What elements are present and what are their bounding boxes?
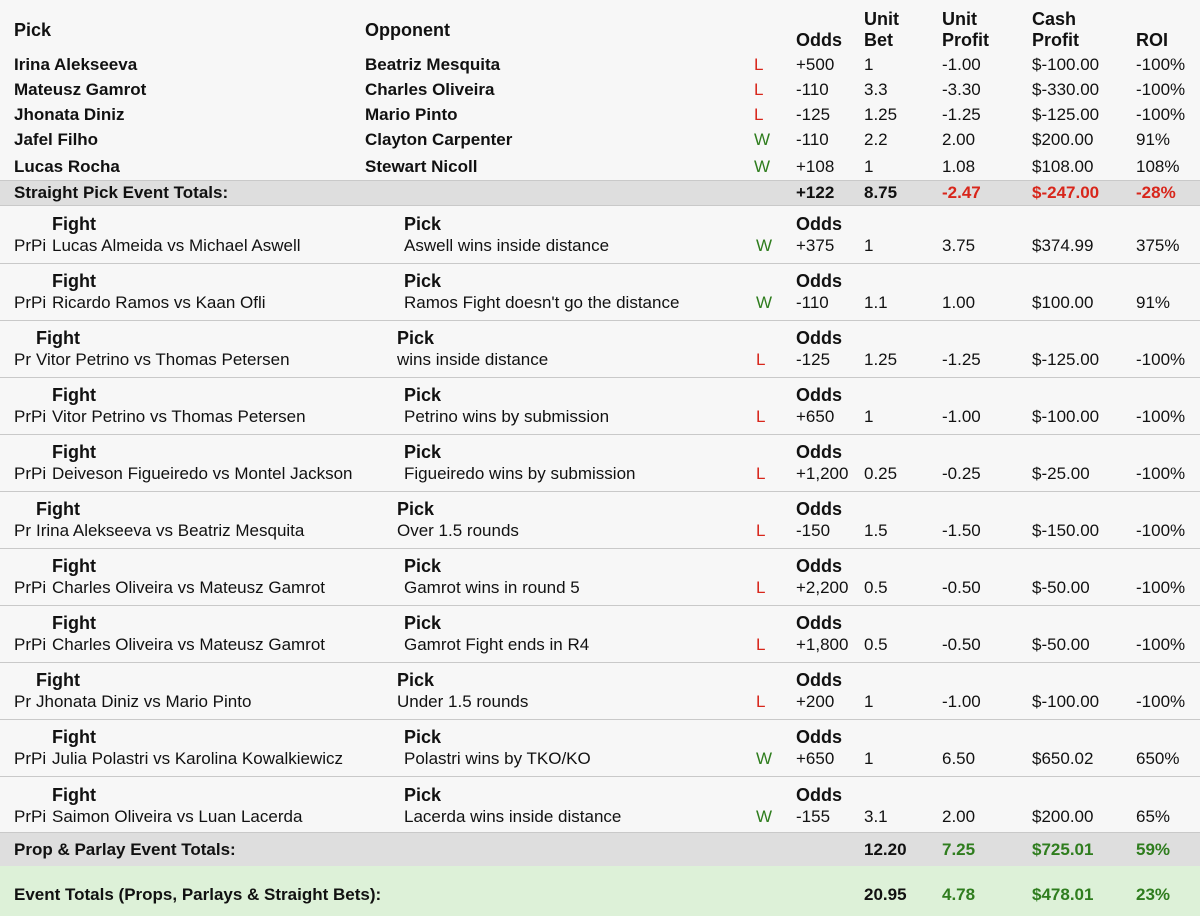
- event-totals-cash-profit: $478.01: [1032, 885, 1094, 904]
- prop-unit-profit: -0.50: [942, 635, 981, 655]
- result-badge: W: [756, 236, 773, 255]
- prop-pick-label: Pick: [404, 442, 442, 463]
- result-badge: W: [754, 157, 771, 176]
- prop-pick-label: Pick: [397, 670, 435, 691]
- prop-pick: Polastri wins by TKO/KO: [404, 749, 591, 769]
- header-unit-profit-line1: Unit: [942, 9, 977, 29]
- result-badge: W: [756, 806, 773, 826]
- prop-pick: Aswell wins inside distance: [404, 236, 610, 255]
- prop-fight: Lucas Almeida vs Michael Aswell: [52, 236, 301, 255]
- prop-fight-label: Fight: [52, 442, 96, 463]
- prop-roi: 650%: [1136, 749, 1180, 769]
- prop-unit-profit: -1.00: [942, 407, 981, 427]
- prop-pick-label: Pick: [397, 328, 435, 349]
- prop-prefix: Pr: [14, 692, 31, 712]
- prop-odds: -155: [796, 806, 831, 826]
- result-badge: L: [756, 464, 766, 484]
- straight-pick-unit-profit: -1.25: [942, 105, 981, 124]
- straight-pick-unit-bet: 1: [864, 157, 874, 176]
- straight-pick-unit-profit: -3.30: [942, 80, 981, 99]
- prop-unit-profit: -1.50: [942, 521, 981, 541]
- prop-totals-cash-profit: $725.01: [1032, 840, 1094, 859]
- prop-cash-profit: $100.00: [1032, 293, 1094, 313]
- prop-fight-label: Fight: [52, 556, 96, 577]
- divider: [0, 434, 1200, 435]
- result-badge: L: [756, 407, 766, 427]
- header-odds: Odds: [796, 30, 843, 50]
- prop-fight: Charles Oliveira vs Mateusz Gamrot: [52, 635, 326, 655]
- straight-pick-unit-bet: 3.3: [864, 80, 888, 99]
- result-badge: W: [756, 749, 773, 769]
- prop-unit-bet: 0.5: [864, 635, 888, 655]
- prop-fight: Jhonata Diniz vs Mario Pinto: [36, 692, 252, 712]
- prop-cash-profit: $200.00: [1032, 806, 1094, 826]
- prop-unit-profit: -1.25: [942, 350, 981, 370]
- header-pick: Pick: [14, 20, 52, 40]
- prop-fight-label: Fight: [36, 328, 80, 349]
- prop-roi: -100%: [1136, 407, 1186, 427]
- straight-totals-label: Straight Pick Event Totals:: [14, 183, 229, 202]
- divider: [0, 605, 1200, 606]
- divider: [0, 491, 1200, 492]
- prop-fight-label: Fight: [52, 784, 96, 805]
- prop-fight: Vitor Petrino vs Thomas Petersen: [36, 350, 290, 370]
- result-badge: L: [754, 80, 764, 99]
- result-badge: L: [756, 692, 766, 712]
- prop-odds-label: Odds: [796, 499, 843, 520]
- straight-totals-cash-profit: $-247.00: [1032, 183, 1100, 202]
- straight-pick-odds: +108: [796, 157, 835, 176]
- prop-prefix: Pr: [14, 521, 31, 541]
- prop-cash-profit: $-150.00: [1032, 521, 1100, 541]
- straight-pick-roi: 91%: [1136, 130, 1171, 149]
- prop-totals-roi: 59%: [1136, 840, 1171, 859]
- event-totals-label: Event Totals (Props, Parlays & Straight Bets):: [14, 885, 382, 904]
- prop-pick: Under 1.5 rounds: [397, 692, 529, 712]
- prop-fight-label: Fight: [52, 214, 96, 234]
- prop-odds: +200: [796, 692, 835, 712]
- prop-unit-bet: 1: [864, 236, 874, 255]
- prop-cash-profit: $-100.00: [1032, 692, 1100, 712]
- prop-fight: Ricardo Ramos vs Kaan Ofli: [52, 293, 266, 313]
- result-badge: L: [756, 635, 766, 655]
- prop-totals-label: Prop & Parlay Event Totals:: [14, 840, 236, 859]
- prop-prefix: PrPi: [14, 635, 47, 655]
- straight-pick-name: Lucas Rocha: [14, 157, 120, 176]
- prop-pick-label: Pick: [404, 385, 442, 406]
- prop-unit-profit: -1.00: [942, 692, 981, 712]
- straight-pick-odds: +500: [796, 55, 835, 74]
- event-totals-roi: 23%: [1136, 885, 1171, 904]
- straight-pick-roi: -100%: [1136, 80, 1186, 99]
- straight-pick-odds: -125: [796, 105, 831, 124]
- prop-prefix: PrPi: [14, 464, 47, 484]
- prop-prefix: PrPi: [14, 236, 47, 255]
- result-badge: W: [754, 130, 771, 149]
- divider: [0, 180, 1200, 181]
- straight-pick-opponent: Stewart Nicoll: [365, 157, 478, 176]
- prop-unit-profit: 3.75: [942, 236, 976, 255]
- prop-pick: Ramos Fight doesn't go the distance: [404, 293, 680, 313]
- prop-roi: 91%: [1136, 293, 1171, 313]
- prop-odds: -110: [796, 293, 829, 313]
- straight-pick-cash-profit: $-125.00: [1032, 105, 1100, 124]
- straight-pick-name: Irina Alekseeva: [14, 55, 138, 74]
- prop-unit-profit: 6.50: [942, 749, 976, 769]
- prop-unit-bet: 3.1: [864, 806, 888, 826]
- prop-fight: Vitor Petrino vs Thomas Petersen: [52, 407, 306, 427]
- straight-pick-unit-bet: 1.25: [864, 105, 898, 124]
- prop-pick-label: Pick: [404, 727, 442, 748]
- straight-pick-unit-profit: 2.00: [942, 130, 976, 149]
- prop-pick: Gamrot wins in round 5: [404, 578, 580, 598]
- straight-totals-roi: -28%: [1136, 183, 1176, 202]
- prop-fight: Deiveson Figueiredo vs Montel Jackson: [52, 464, 353, 484]
- result-badge: L: [756, 578, 766, 598]
- prop-pick-label: Pick: [397, 499, 435, 520]
- prop-cash-profit: $650.02: [1032, 749, 1094, 769]
- prop-roi: 65%: [1136, 806, 1171, 826]
- straight-pick-name: Mateusz Gamrot: [14, 80, 147, 99]
- prop-unit-bet: 0.25: [864, 464, 898, 484]
- prop-fight-label: Fight: [36, 670, 80, 691]
- prop-cash-profit: $-50.00: [1032, 578, 1090, 598]
- divider: [0, 832, 1200, 833]
- result-badge: L: [754, 55, 764, 74]
- result-badge: L: [754, 105, 764, 124]
- straight-pick-opponent: Beatriz Mesquita: [365, 55, 501, 74]
- straight-pick-roi: 108%: [1136, 157, 1180, 176]
- prop-totals-row: [0, 833, 1200, 866]
- prop-cash-profit: $-25.00: [1032, 464, 1090, 484]
- prop-fight-label: Fight: [52, 271, 96, 292]
- result-badge: L: [756, 521, 766, 541]
- event-totals-unit-bet: 20.95: [864, 885, 907, 904]
- header-cash-profit-line1: Cash: [1032, 9, 1077, 29]
- prop-odds: +650: [796, 749, 835, 769]
- prop-roi: -100%: [1136, 635, 1186, 655]
- prop-odds-label: Odds: [796, 670, 843, 691]
- prop-roi: -100%: [1136, 578, 1186, 598]
- prop-pick: Gamrot Fight ends in R4: [404, 635, 590, 655]
- divider: [0, 263, 1200, 264]
- header-unit-profit-line2: Profit: [942, 30, 989, 50]
- prop-unit-bet: 1.5: [864, 521, 888, 541]
- prop-fight: Saimon Oliveira vs Luan Lacerda: [52, 806, 303, 826]
- prop-unit-bet: 1: [864, 407, 874, 427]
- prop-unit-profit: 2.00: [942, 806, 976, 826]
- divider: [0, 662, 1200, 663]
- prop-pick: wins inside distance: [397, 350, 549, 370]
- straight-pick-cash-profit: $-100.00: [1032, 55, 1100, 74]
- straight-pick-odds: -110: [796, 80, 829, 99]
- straight-pick-name: Jhonata Diniz: [14, 105, 125, 124]
- result-badge: W: [756, 293, 773, 313]
- straight-pick-unit-bet: 1: [864, 55, 874, 74]
- prop-prefix: Pr: [14, 350, 31, 370]
- prop-fight-label: Fight: [52, 385, 96, 406]
- straight-pick-unit-profit: 1.08: [942, 157, 976, 176]
- result-badge: L: [756, 350, 766, 370]
- divider: [0, 205, 1200, 206]
- prop-cash-profit: $-125.00: [1032, 350, 1100, 370]
- prop-prefix: PrPi: [14, 806, 47, 826]
- divider: [0, 719, 1200, 720]
- straight-pick-unit-profit: -1.00: [942, 55, 981, 74]
- header-unit-bet-line1: Unit: [864, 9, 899, 29]
- divider: [0, 776, 1200, 777]
- prop-unit-bet: 1.25: [864, 350, 898, 370]
- event-totals-unit-profit: 4.78: [942, 885, 976, 904]
- prop-roi: -100%: [1136, 692, 1186, 712]
- prop-odds: +1,200: [796, 464, 849, 484]
- prop-prefix: PrPi: [14, 407, 47, 427]
- prop-pick: Lacerda wins inside distance: [404, 806, 622, 826]
- prop-cash-profit: $-50.00: [1032, 635, 1090, 655]
- straight-pick-opponent: Charles Oliveira: [365, 80, 495, 99]
- prop-cash-profit: $-100.00: [1032, 407, 1100, 427]
- prop-prefix: PrPi: [14, 578, 47, 598]
- prop-fight-label: Fight: [36, 499, 80, 520]
- straight-pick-roi: -100%: [1136, 105, 1186, 124]
- straight-totals-odds: +122: [796, 183, 835, 202]
- prop-totals-unit-bet: 12.20: [864, 840, 907, 859]
- straight-pick-unit-bet: 2.2: [864, 130, 888, 149]
- event-totals-row: [0, 866, 1200, 916]
- prop-odds-label: Odds: [796, 271, 843, 292]
- straight-pick-roi: -100%: [1136, 55, 1186, 74]
- prop-odds-label: Odds: [796, 385, 843, 406]
- prop-fight-label: Fight: [52, 613, 96, 634]
- divider: [0, 548, 1200, 549]
- prop-odds-label: Odds: [796, 328, 843, 349]
- prop-unit-profit: 1.00: [942, 293, 976, 313]
- prop-roi: -100%: [1136, 521, 1186, 541]
- straight-pick-odds: -110: [796, 130, 829, 149]
- prop-odds-label: Odds: [796, 784, 843, 805]
- divider: [0, 377, 1200, 378]
- prop-odds: -125: [796, 350, 831, 370]
- prop-odds: +1,800: [796, 635, 849, 655]
- prop-roi: -100%: [1136, 464, 1186, 484]
- prop-unit-bet: 1: [864, 692, 874, 712]
- prop-prefix: PrPi: [14, 749, 47, 769]
- straight-totals-unit-bet: 8.75: [864, 183, 898, 202]
- prop-odds-label: Odds: [796, 442, 843, 463]
- header-unit-bet-line2: Bet: [864, 30, 894, 50]
- prop-unit-profit: -0.50: [942, 578, 981, 598]
- prop-roi: -100%: [1136, 350, 1186, 370]
- prop-totals-unit-profit: 7.25: [942, 840, 976, 859]
- prop-unit-profit: -0.25: [942, 464, 981, 484]
- prop-odds-label: Odds: [796, 556, 843, 577]
- header-roi: ROI: [1136, 30, 1169, 50]
- prop-roi: 375%: [1136, 236, 1180, 255]
- prop-odds: +375: [796, 236, 835, 255]
- prop-pick-label: Pick: [404, 556, 442, 577]
- prop-unit-bet: 1: [864, 749, 874, 769]
- prop-cash-profit: $374.99: [1032, 236, 1094, 255]
- prop-odds-label: Odds: [796, 214, 843, 234]
- prop-odds-label: Odds: [796, 727, 843, 748]
- straight-pick-cash-profit: $-330.00: [1032, 80, 1100, 99]
- prop-odds-label: Odds: [796, 613, 843, 634]
- straight-pick-cash-profit: $108.00: [1032, 157, 1094, 176]
- prop-pick: Petrino wins by submission: [404, 407, 610, 427]
- divider: [0, 320, 1200, 321]
- prop-pick: Figueiredo wins by submission: [404, 464, 636, 484]
- prop-pick-label: Pick: [404, 271, 442, 292]
- prop-unit-bet: 1.1: [864, 293, 888, 313]
- prop-pick: Over 1.5 rounds: [397, 521, 519, 541]
- straight-pick-cash-profit: $200.00: [1032, 130, 1094, 149]
- prop-unit-bet: 0.5: [864, 578, 888, 598]
- prop-pick-label: Pick: [404, 613, 442, 634]
- prop-fight: Julia Polastri vs Karolina Kowalkiewicz: [52, 749, 344, 769]
- prop-fight: Irina Alekseeva vs Beatriz Mesquita: [36, 521, 305, 541]
- header-cash-profit-line2: Profit: [1032, 30, 1079, 50]
- straight-totals-row: [0, 181, 1200, 205]
- prop-fight-label: Fight: [52, 727, 96, 748]
- prop-pick-label: Pick: [404, 214, 442, 234]
- straight-pick-opponent: Mario Pinto: [365, 105, 458, 124]
- straight-pick-opponent: Clayton Carpenter: [365, 130, 513, 149]
- straight-totals-unit-profit: -2.47: [942, 183, 981, 202]
- straight-pick-name: Jafel Filho: [14, 130, 99, 149]
- prop-fight: Charles Oliveira vs Mateusz Gamrot: [52, 578, 326, 598]
- header-opponent: Opponent: [365, 20, 450, 40]
- prop-odds: +2,200: [796, 578, 849, 598]
- prop-pick-label: Pick: [404, 784, 442, 805]
- prop-prefix: PrPi: [14, 293, 47, 313]
- prop-odds: -150: [796, 521, 831, 541]
- prop-odds: +650: [796, 407, 835, 427]
